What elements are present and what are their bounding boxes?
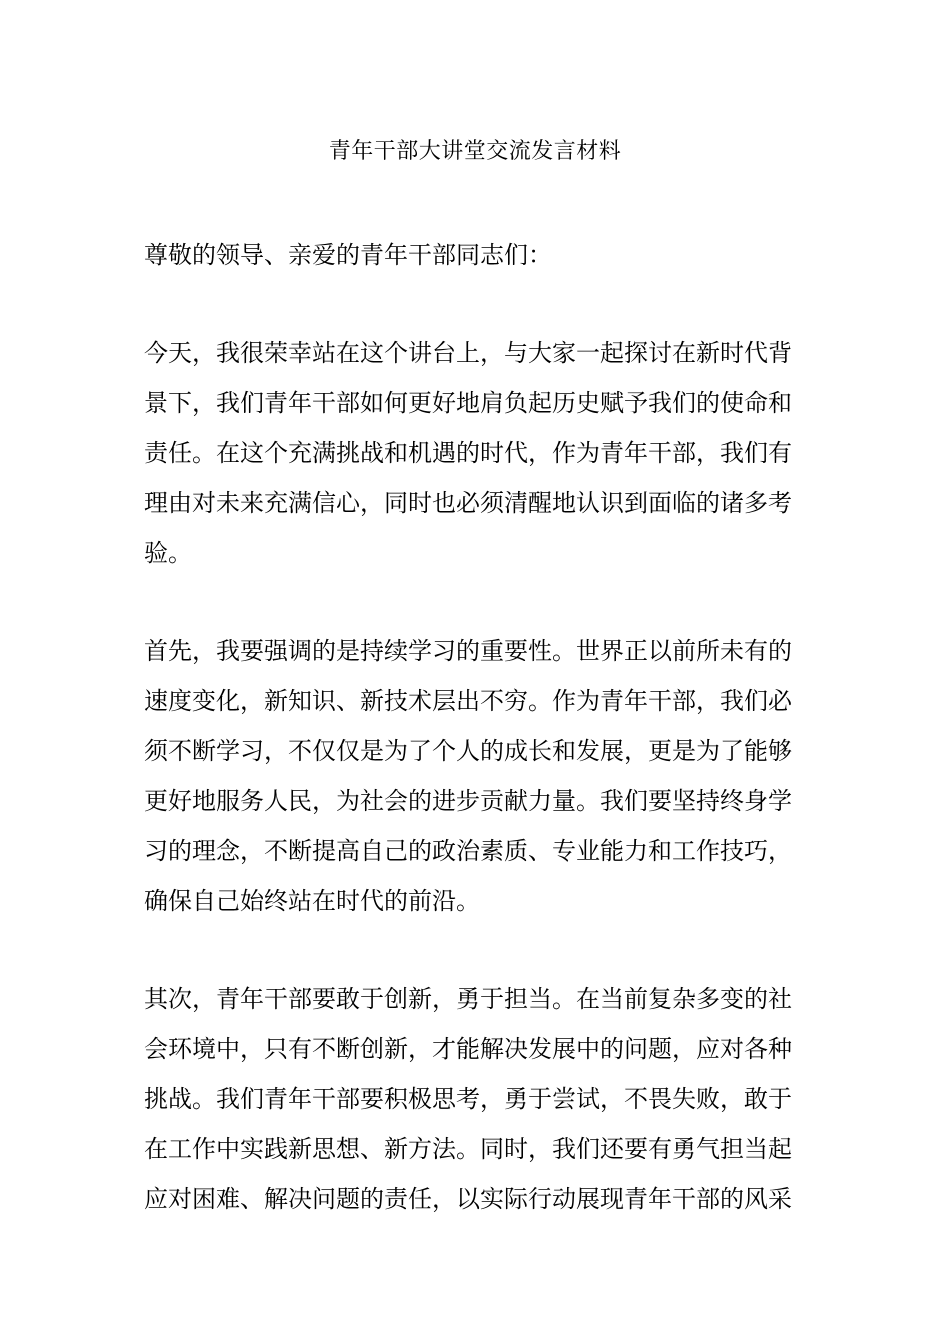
paragraph-line: 应对困难、解决问题的责任，以实际行动展现青年干部的风采 xyxy=(144,1185,792,1213)
paragraph-line: 理由对未来充满信心，同时也必须清醒地认识到面临的诸多考 xyxy=(144,489,792,517)
paragraph-innovation xyxy=(144,974,812,1224)
paragraph-line: 会环境中，只有不断创新，才能解决发展中的问题，应对各种 xyxy=(144,1035,792,1063)
paragraph-line: 确保自己始终站在时代的前沿。 xyxy=(144,887,480,915)
paragraph-line: 今天，我很荣幸站在这个讲台上，与大家一起探讨在新时代背 xyxy=(144,339,792,367)
document-title: 青年干部大讲堂交流发言材料 xyxy=(328,139,622,164)
paragraph-line: 更好地服务人民，为社会的进步贡献力量。我们要坚持终身学 xyxy=(144,787,792,815)
paragraph-line: 习的理念，不断提高自己的政治素质、专业能力和工作技巧， xyxy=(144,837,792,865)
paragraph-line: 速度变化，新知识、新技术层出不穷。作为青年干部，我们必 xyxy=(144,687,792,715)
paragraph-line: 验。 xyxy=(144,539,192,567)
paragraph-line: 在工作中实践新思想、新方法。同时，我们还要有勇气担当起 xyxy=(144,1135,792,1163)
salutation xyxy=(144,230,812,280)
paragraph-line: 景下，我们青年干部如何更好地肩负起历史赋予我们的使命和 xyxy=(144,389,792,417)
paragraph-line: 须不断学习，不仅仅是为了个人的成长和发展，更是为了能够 xyxy=(144,737,792,765)
paragraph-learning xyxy=(144,626,812,926)
paragraph-line: 挑战。我们青年干部要积极思考，勇于尝试，不畏失败，敢于 xyxy=(144,1085,792,1113)
paragraph-opening xyxy=(144,328,812,578)
salutation-line: 尊敬的领导、亲爱的青年干部同志们： xyxy=(144,241,552,269)
paragraph-line: 首先，我要强调的是持续学习的重要性。世界正以前所未有的 xyxy=(144,637,792,665)
paragraph-line: 责任。在这个充满挑战和机遇的时代，作为青年干部，我们有 xyxy=(144,439,792,467)
paragraph-line: 其次，青年干部要敢于创新，勇于担当。在当前复杂多变的社 xyxy=(144,985,792,1013)
